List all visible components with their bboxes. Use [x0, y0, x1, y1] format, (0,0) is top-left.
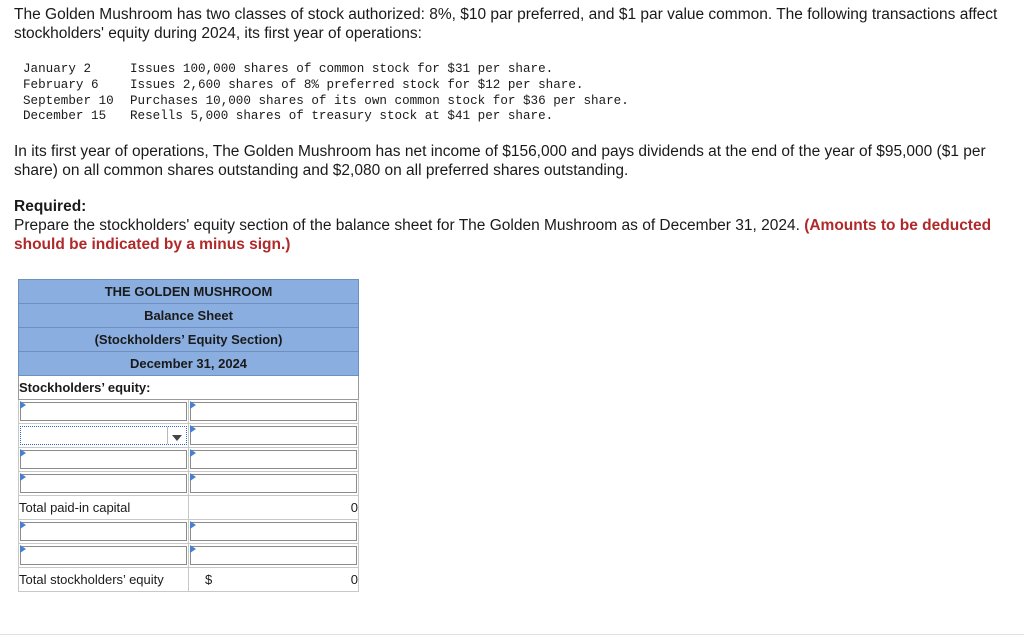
operations-paragraph: In its first year of operations, The Golden Mushroom has net income of $156,000 and pays dividends at the end of the year of $95,000 ($1 per share) on all common shares outstanding and $2,080 on all preferred shares outstanding. — [14, 143, 986, 179]
entry-row — [19, 424, 359, 448]
row-marker-icon — [190, 401, 196, 409]
transactions-list — [23, 62, 629, 125]
transaction-text: Issues 2,600 shares of 8% preferred stock for $12 per share. — [130, 77, 584, 92]
total-equity-value: 0 — [350, 572, 358, 587]
row-marker-icon — [20, 545, 26, 553]
transaction-text: Issues 100,000 shares of common stock for $31 per share. — [130, 62, 554, 76]
transaction-text: Resells 5,000 shares of treasury stock at $41 per share. — [130, 109, 554, 124]
entry-row — [19, 448, 359, 472]
total-paid-in-row — [19, 496, 359, 520]
transaction-row — [23, 109, 629, 125]
total-equity-cell — [189, 568, 359, 592]
required-heading: Required: — [14, 198, 87, 215]
row-marker-icon — [190, 521, 196, 529]
amount-input[interactable] — [190, 474, 357, 493]
equity-label: Stockholders’ equity: — [19, 376, 359, 400]
row-marker-icon — [20, 521, 26, 529]
account-input[interactable] — [20, 522, 187, 541]
account-input[interactable] — [20, 474, 187, 493]
account-input[interactable] — [20, 546, 187, 565]
problem-intro: The Golden Mushroom has two classes of stock authorized: 8%, $10 par preferred, and $1 par value common. The following transactions affect stockholders' equity during 2024, its first year of operations: — [14, 6, 998, 42]
amount-input[interactable] — [190, 450, 357, 469]
row-marker-icon — [190, 473, 196, 481]
transaction-row — [23, 78, 629, 94]
account-dropdown[interactable] — [20, 426, 187, 445]
entry-row — [19, 544, 359, 568]
bottom-divider — [0, 634, 1024, 635]
row-marker-icon — [190, 545, 196, 553]
entry-row — [19, 520, 359, 544]
amount-input[interactable] — [190, 522, 357, 541]
amount-cell[interactable] — [189, 424, 359, 448]
amount-cell[interactable] — [189, 520, 359, 544]
account-cell[interactable] — [19, 472, 189, 496]
amount-input[interactable] — [190, 546, 357, 565]
entry-row — [19, 472, 359, 496]
transaction-date: February 6 — [23, 77, 99, 92]
account-cell[interactable] — [19, 544, 189, 568]
transaction-date: January 2 — [23, 62, 92, 76]
total-equity-row — [19, 568, 359, 592]
transaction-date: September 10 — [23, 93, 114, 108]
dropdown-caret-icon[interactable] — [167, 427, 186, 444]
total-equity-label: Total stockholders’ equity — [19, 568, 189, 592]
account-cell[interactable] — [19, 400, 189, 424]
row-marker-icon — [20, 401, 26, 409]
section-title: (Stockholders’ Equity Section) — [19, 328, 359, 352]
amount-cell[interactable] — [189, 544, 359, 568]
amount-cell[interactable] — [189, 448, 359, 472]
row-marker-icon — [20, 473, 26, 481]
required-text — [14, 216, 1014, 254]
row-marker-icon — [20, 449, 26, 457]
balance-sheet-table — [18, 279, 359, 592]
account-input[interactable] — [20, 402, 187, 421]
currency-symbol: $ — [205, 572, 213, 587]
account-cell[interactable] — [19, 448, 189, 472]
transaction-date: December 15 — [23, 109, 107, 124]
required-instruction: Prepare the stockholders' equity section of the balance sheet for The Golden Mushroom as of December 31, 2024. — [14, 217, 800, 234]
row-marker-icon — [190, 449, 196, 457]
transaction-row — [23, 62, 629, 78]
total-paid-in-value: 0 — [189, 496, 359, 520]
amount-input[interactable] — [190, 426, 357, 445]
minus-sign-note: (Amounts to be deducted should be indicated by a minus sign.) — [14, 217, 992, 253]
total-paid-in-label: Total paid-in capital — [19, 496, 189, 520]
company-name: THE GOLDEN MUSHROOM — [19, 280, 359, 304]
amount-cell[interactable] — [189, 472, 359, 496]
transaction-row — [23, 94, 629, 110]
entry-row — [19, 400, 359, 424]
statement-title: Balance Sheet — [19, 304, 359, 328]
account-cell[interactable] — [19, 424, 189, 448]
row-marker-icon — [190, 425, 196, 433]
amount-cell[interactable] — [189, 400, 359, 424]
amount-input[interactable] — [190, 402, 357, 421]
account-input[interactable] — [20, 450, 187, 469]
account-cell[interactable] — [19, 520, 189, 544]
transaction-text: Purchases 10,000 shares of its own common stock for $36 per share. — [130, 93, 629, 108]
statement-date: December 31, 2024 — [19, 352, 359, 376]
